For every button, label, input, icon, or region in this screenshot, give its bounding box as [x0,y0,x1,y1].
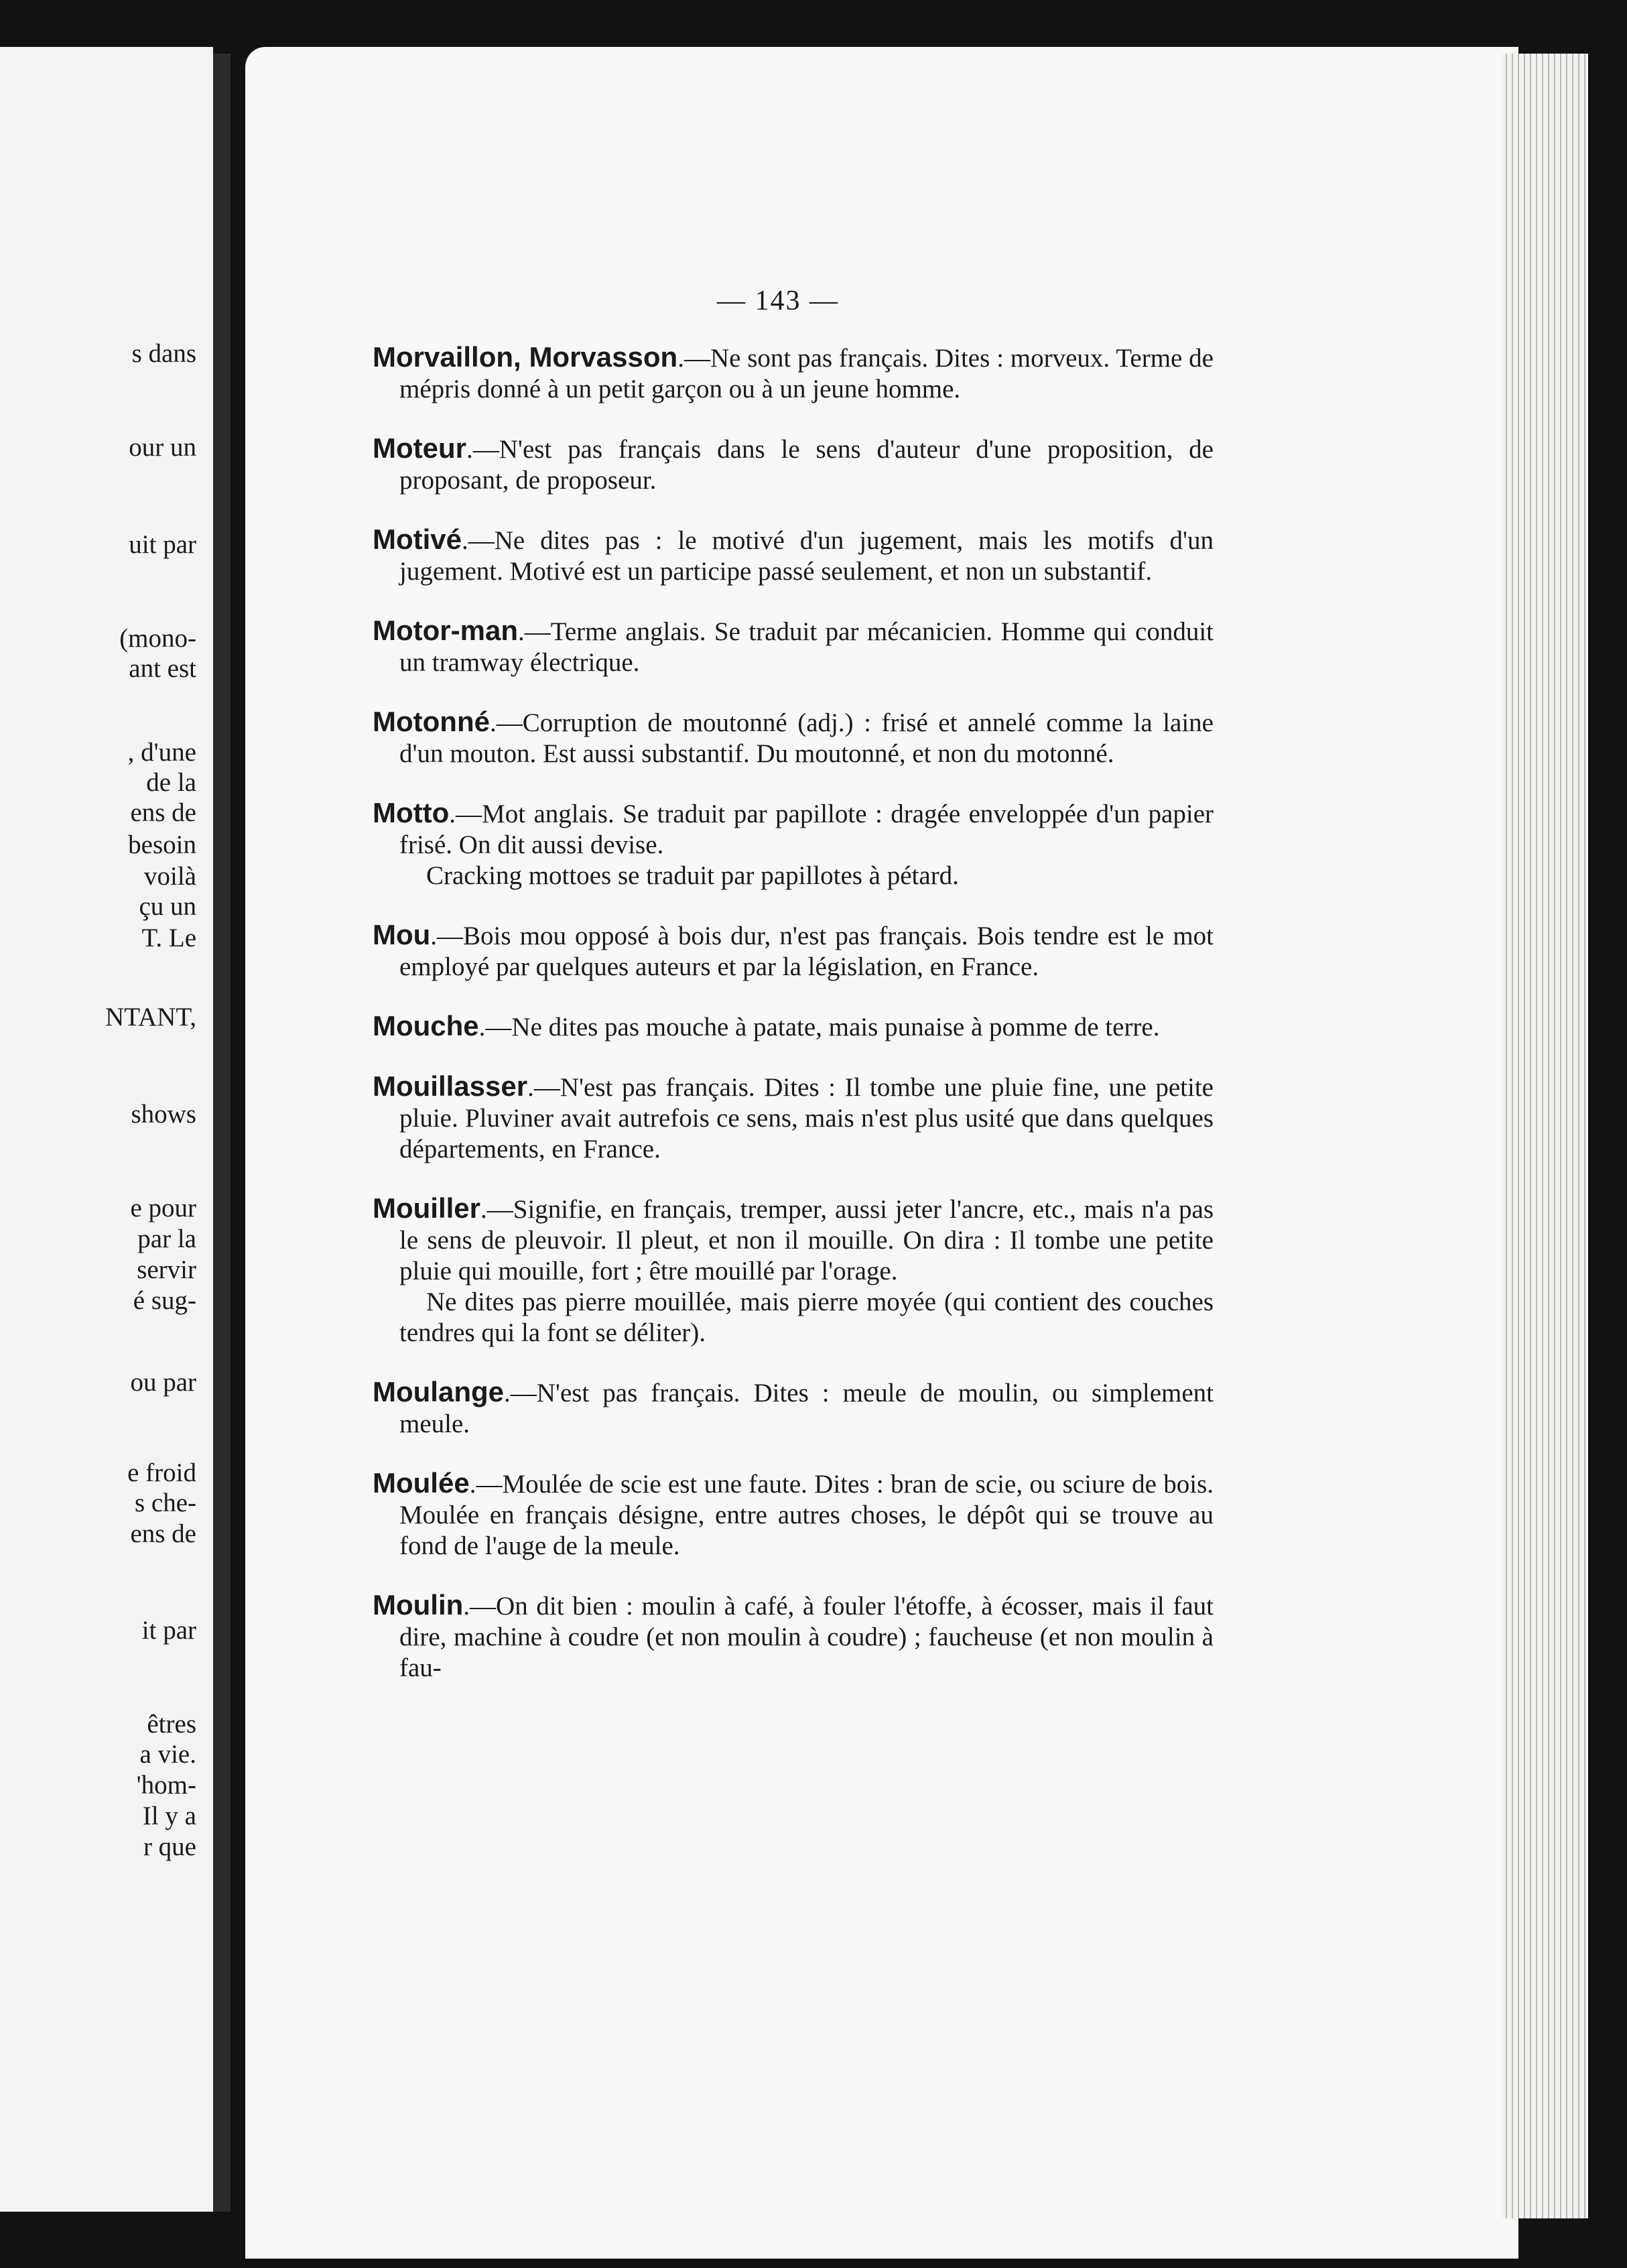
left-page-fragment: par la [137,1224,196,1253]
entry [373,706,1214,769]
entry [373,433,1214,496]
entry [373,1377,1214,1440]
left-page-fragment: ens de [130,1519,196,1548]
entry [373,1071,1214,1165]
left-page-fragment: ou par [130,1368,196,1397]
page-edges [1501,54,1588,2218]
left-page-fragment: a vie. [139,1740,196,1769]
left-page-fragment: , d'une [127,738,196,767]
left-page-fragment: uit par [129,530,196,559]
left-page-fragment: NTANT, [105,1003,196,1031]
left-page-fragment: r que [143,1832,196,1861]
entry-headword: Morvaillon, Morvasson [373,341,678,373]
entry [373,798,1214,891]
entry-text: .—Mot anglais. Se traduit par papillote : dragée enveloppée d'un papier frisé. On dit aussi devise. [399,800,1214,859]
entry [373,920,1214,983]
left-page-fragment: ant est [129,654,196,683]
left-page-fragment: s che- [134,1489,196,1517]
entry-text: .—Ne sont pas français. Dites : morveux. Terme de mépris donné à un petit garçon ou à un jeune homme. [399,344,1214,403]
entry-text: .—Terme anglais. Se traduit par mécanicien. Homme qui conduit un tramway électrique. [399,617,1214,677]
left-page-fragment: de la [146,768,196,797]
entry-text: .—Ne dites pas mouche à patate, mais punaise à pomme de terre. [478,1013,1160,1042]
entry-text: .—N'est pas français. Dites : Il tombe une pluie fine, une petite pluie. Pluviner avait autrefois ce sens, mais n'est plus usité que dans quelques départements, en France. [399,1073,1214,1163]
entry-headword: Moteur [373,432,466,464]
entry [373,1193,1214,1348]
left-page-fragment: çu un [139,892,196,921]
book-gutter [213,54,231,2212]
page-number: — 143 — [717,286,839,316]
entry [373,342,1214,405]
left-page-fragment: our un [129,433,196,462]
entry [373,615,1214,678]
left-page-fragment: Il y a [142,1802,196,1830]
left-page-fragment: besoin [128,830,196,859]
entry-headword: Motivé [373,523,462,555]
left-page-fragment: é sug- [133,1286,196,1315]
left-page [0,47,213,2212]
entry [373,1590,1214,1684]
entry-headword: Motonné [373,706,490,737]
entry-headword: Motor-man [373,615,518,646]
entry-headword: Moulin [373,1589,464,1621]
entry-subparagraph: Ne dites pas pierre mouillée, mais pierre moyée (qui contient des couches tendres qui la font se déliter). [399,1287,1214,1347]
entry-headword: Mouiller [373,1192,481,1224]
left-page-fragment: e pour [130,1194,196,1222]
left-page-fragment: shows [131,1100,196,1129]
left-page-fragment: êtres [147,1710,196,1739]
left-page-fragment: e froid [127,1458,196,1487]
entry-headword: Mouillasser [373,1070,528,1102]
entry-text: .—N'est pas français dans le sens d'auteur d'une proposition, de proposant, de proposeur. [399,435,1214,495]
entry-headword: Motto [373,797,450,828]
dictionary-entries [373,342,1214,1712]
entry-text: .—N'est pas français. Dites : meule de moulin, ou simplement meule. [399,1379,1214,1438]
left-page-fragment: ens de [130,798,196,827]
entry-text: .—Ne dites pas : le motivé d'un jugement, mais les motifs d'un jugement. Motivé est un participe passé seulement, et non un substantif. [399,526,1214,586]
left-page-fragment: T. Le [141,924,196,952]
entry-subparagraph: Cracking mottoes se traduit par papillotes à pétard. [426,861,959,890]
entry-headword: Mou [373,919,431,950]
entry-text: .—Moulée de scie est une faute. Dites : bran de scie, ou sciure de bois. Moulée en français désigne, entre autres choses, le dépôt qui se trouve au fond de l'auge de la meule. [399,1470,1214,1560]
entry-text: .—Signifie, en français, tremper, aussi jeter l'ancre, etc., mais n'a pas le sens de pleuvoir. Il pleut, et non il mouille. On dira : Il tombe une petite pluie qui mouille, fort ; être mouillé par l'orage. [399,1195,1214,1285]
left-page-fragment: servir [137,1255,196,1284]
entry-text: .—Corruption de moutonné (adj.) : frisé et annelé comme la laine d'un mouton. Est aussi substantif. Du moutonné, et non du motonné. [399,708,1214,768]
entry [373,1011,1214,1043]
left-page-fragment: voilà [144,862,196,891]
left-page-fragment: 'hom- [136,1771,196,1800]
left-page-fragment: (mono- [119,624,196,653]
entry [373,524,1214,587]
entry [373,1468,1214,1562]
left-page-fragment: s dans [131,339,196,368]
entry-headword: Moulée [373,1467,470,1499]
entry-headword: Mouche [373,1010,479,1042]
entry-text: .—On dit bien : moulin à café, à fouler l'étoffe, à écosser, mais il faut dire, machine à coudre (et non moulin à coudre) ; faucheuse (et non moulin à fau- [399,1592,1214,1682]
entry-headword: Moulange [373,1376,504,1407]
entry-text: .—Bois mou opposé à bois dur, n'est pas français. Bois tendre est le mot employé par quelques auteurs et par la législation, en France. [399,922,1214,981]
left-page-fragment: it par [141,1616,196,1645]
